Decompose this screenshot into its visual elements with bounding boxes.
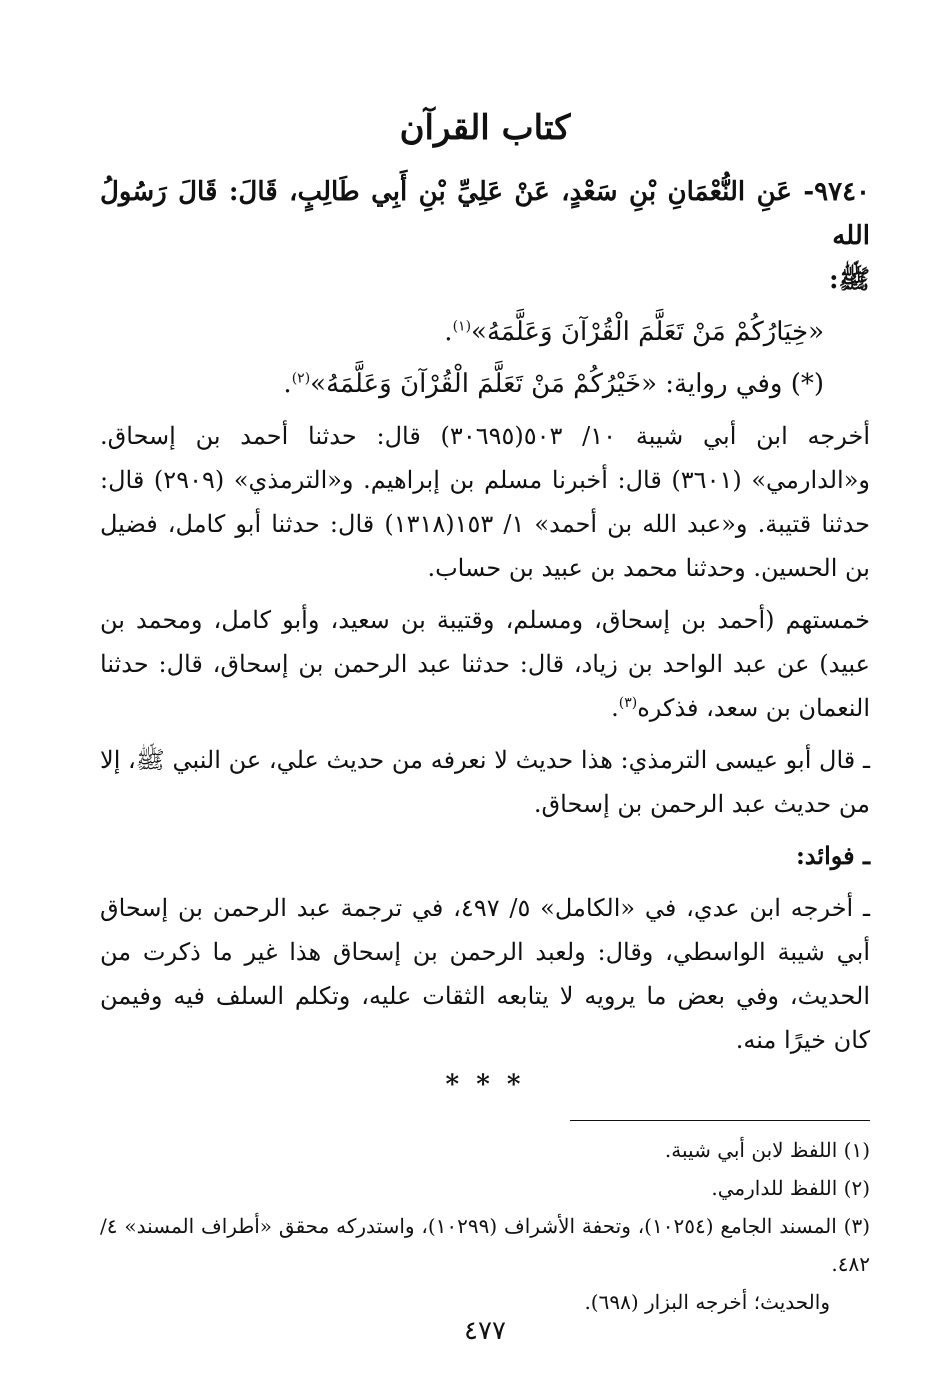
hadith-variant-end: .	[283, 369, 292, 399]
hadith-variant	[100, 362, 870, 406]
page-number: ٤٧٧	[464, 1316, 506, 1346]
hadith-chain-line-1: ٩٧٤٠- عَنِ النُّعْمَانِ بْنِ سَعْدٍ، عَنْ عَلِيِّ بْنِ أَبِي طَالِبٍ، قَالَ: قَالَ رَسُولُ الله	[100, 177, 870, 251]
footnote-ref-2: (٢)	[291, 370, 311, 387]
footnote-2: (٢) اللفظ للدارمي.	[711, 1176, 870, 1200]
khamsatuhum-paragraph	[100, 598, 870, 730]
tirmidhi-paragraph: ـ قال أبو عيسى الترمذي: هذا حديث لا نعرفه من حديث علي، عن النبي ﷺ، إلا من حديث عبد الرحمن بن إسحاق.	[100, 746, 870, 818]
hadith-text-body: «خِيَارُكُمْ مَنْ تَعَلَّمَ الْقُرْآنَ وَعَلَّمَهُ»	[471, 317, 824, 347]
khamsatuhum-body: خمستهم (أحمد بن إسحاق، ومسلم، وقتيبة بن سعيد، وأبو كامل، ومحمد بن عبيد) عن عبد الواحد بن زياد، قال: حدثنا عبد الرحمن بن إسحاق، قال: حدثنا النعمان بن سعد، فذكره	[100, 606, 870, 722]
footnote-ref-1: (١)	[452, 318, 472, 335]
footnote-3: (٣) المسند الجامع (١٠٢٥٤)، وتحفة الأشراف (١٠٢٩٩)، واستدركه محقق «أطراف المسند» ٤/ ٤٨٢.	[100, 1214, 870, 1276]
hadith-text-end: .	[444, 317, 453, 347]
chapter-title: كتاب القرآن	[399, 108, 571, 148]
takhrij-paragraph: أخرجه ابن أبي شيبة ١٠/ ٥٠٣(٣٠٦٩٥) قال: حدثنا أحمد بن إسحاق. و«الدارمي» (٣٦٠١) قال: أخبرنا مسلم بن إبراهيم. و«الترمذي» (٢٩٠٩) قال: حدثنا قتيبة. و«عبد الله بن أحمد» ١/ ١٥٣(١٣١٨) قال: حدثنا أبو كامل، فضيل بن الحسين. وحدثنا محمد بن عبيد بن حساب.	[100, 422, 871, 582]
section-separator: * * *	[445, 1070, 525, 1100]
footnote-3-continuation: والحديث؛ أخرجه البزار (٦٩٨).	[584, 1290, 830, 1314]
hadith-chain-line-2: ﷺ:	[828, 265, 870, 295]
book-page	[100, 100, 870, 1350]
hadith-chain	[100, 170, 870, 302]
fawaid-paragraph: ـ أخرجه ابن عدي، في «الكامل» ٥/ ٤٩٧، في ترجمة عبد الرحمن بن إسحاق أبي شيبة الواسطي، وقال: ولعبد الرحمن بن إسحاق هذا غير ما ذكرت من الحديث، وفي بعض ما يرويه لا يتابعه الثقات عليه، وتكلم السلف فيه وفيمن كان خيرًا منه.	[100, 894, 871, 1054]
hadith-text	[100, 310, 870, 354]
footnote-divider	[570, 1120, 870, 1121]
khamsatuhum-end: .	[611, 694, 619, 722]
hadith-variant-body: (*) وفي رواية: «خَيْرُكُمْ مَنْ تَعَلَّمَ الْقُرْآنَ وَعَلَّمَهُ»	[310, 369, 824, 399]
fawaid-heading: ـ فوائد:	[795, 841, 870, 870]
footnote-1: (١) اللفظ لابن أبي شيبة.	[664, 1138, 870, 1162]
footnote-ref-3: (٣)	[618, 695, 638, 711]
